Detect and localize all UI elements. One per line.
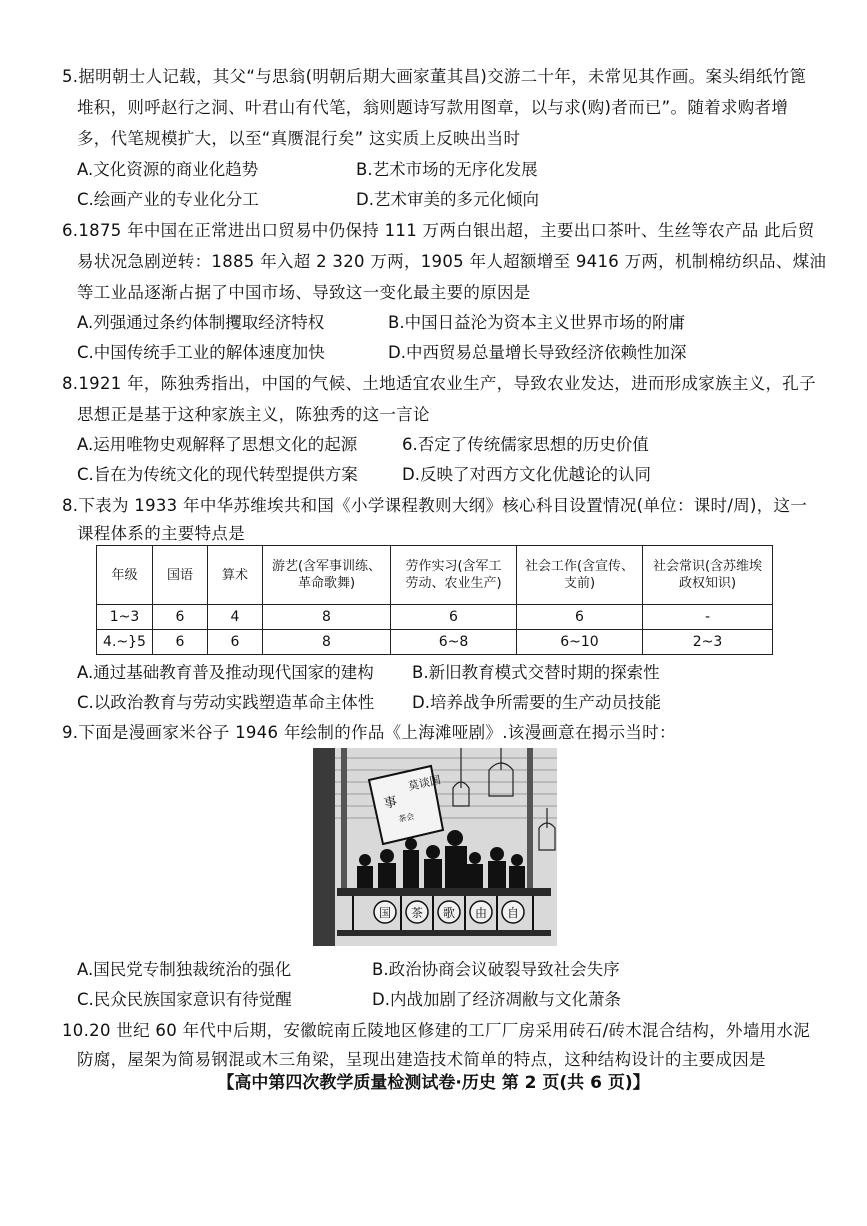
question-5-option-b: B.艺术市场的无序化发展 [356, 160, 538, 179]
question-6-option-d: D.中西贸易总量增长导致经济依赖性加深 [388, 343, 687, 362]
table-cell: 8 [263, 605, 391, 630]
table-cell: 6~8 [391, 630, 517, 655]
question-6-option-b: B.中国日益沦为资本主义世界市场的附庸 [388, 313, 686, 332]
question-5-stem-line: 5.据明朝士人记载，其父“与思翁(明朝后期大画家董其昌)交游二十年，未常见其作画。案头绢纸竹篦 [62, 67, 807, 86]
sign-text: 茶会 [397, 811, 416, 824]
question-10-stem-line: 防腐，屋架为简易钢混或木三角梁，呈现出建造技术简单的特点，这种结构设计的主要成因是 [77, 1050, 766, 1069]
table-header-cell: 国语 [153, 546, 208, 605]
question-8-stem-line: 8.下表为 1933 年中华苏维埃共和国《小学课程教则大纲》核心科目设置情况(单位：课时/周)，这一 [62, 496, 808, 515]
table-cell: 4.~}5 [97, 630, 153, 655]
question-8-stem-line: 课程体系的主要特点是 [77, 524, 245, 543]
table-row [97, 605, 773, 630]
page-footer: 【高中第四次教学质量检测试卷·历史 第 2 页(共 6 页)】 [217, 1073, 650, 1093]
question-9-option-c: C.民众民族国家意识有待觉醒 [77, 990, 292, 1009]
question-5-option-a: A.文化资源的商业化趋势 [77, 160, 259, 179]
table-cell: 1~3 [97, 605, 153, 630]
sign-text: 事 [382, 794, 399, 812]
question-6-stem-line: 等工业品逐渐占据了中国市场、导致这一变化最主要的原因是 [77, 283, 531, 302]
rail-character: 茶 [410, 906, 424, 920]
question-8-option-d: D.培养战争所需要的生产动员技能 [412, 693, 661, 712]
table-header-cell: 年级 [97, 546, 153, 605]
table-cell: - [643, 605, 773, 630]
question-5-option-d: D.艺术审美的多元化倾向 [356, 190, 539, 209]
table-header-cell: 劳作实习(含军工 劳动、农业生产) [391, 546, 517, 605]
question-7-stem-line: 思想正是基于这种家族主义，陈独秀的这一言论 [77, 405, 430, 424]
question-8-option-c: C.以政治教育与劳动实践塑造革命主体性 [77, 693, 375, 712]
question-9-option-d: D.内战加剧了经济凋敝与文化萧条 [372, 990, 621, 1009]
question-5-stem-line: 多，代笔规模扩大，以至“真赝混行矣” 这实质上反映出当时 [77, 129, 521, 148]
question-7-option-b: 6.否定了传统儒家思想的历史价值 [402, 435, 649, 454]
table-cell: 6~10 [517, 630, 643, 655]
question-6-option-a: A.列强通过条约体制攫取经济特权 [77, 313, 325, 332]
table-cell: 4 [208, 605, 263, 630]
rail-character: 由 [474, 906, 488, 920]
table-row [97, 630, 773, 655]
question-6-stem-line: 6.1875 年中国在正常进出口贸易中仍保持 111 万两白银出超，主要出口茶叶、生丝等农产品 此后贸 [62, 221, 815, 240]
curriculum-table [96, 545, 773, 655]
cartoon-image [313, 748, 557, 946]
question-7-stem-line: 8.1921 年，陈独秀指出，中国的气候、土地适宜农业生产，导致农业发达，进而形成家族主义，孔子 [62, 374, 816, 393]
table-cell: 6 [153, 630, 208, 655]
question-7-option-a: A.运用唯物史观解释了思想文化的起源 [77, 435, 358, 454]
question-8-option-a: A.通过基础教育普及推动现代国家的建构 [77, 663, 374, 682]
rail-character: 国 [378, 906, 392, 920]
table-cell: 8 [263, 630, 391, 655]
table-cell: 6 [153, 605, 208, 630]
rail-character: 歌 [442, 906, 456, 920]
table-header-cell: 算术 [208, 546, 263, 605]
question-7-option-d: D.反映了对西方文化优越论的认同 [402, 465, 651, 484]
table-cell: 6 [391, 605, 517, 630]
table-header-cell: 社会工作(含宣传、 支前) [517, 546, 643, 605]
table-cell: 2~3 [643, 630, 773, 655]
table-header-cell: 游艺(含军事训练、 革命歌舞) [263, 546, 391, 605]
table-header-row [97, 546, 773, 605]
question-6-stem-line: 易状况急剧逆转：1885 年入超 2 320 万两，1905 年人超额增至 9416 万两，机制棉纺织品、煤油 [77, 252, 827, 271]
table-header-cell: 社会常识(含苏维埃 政权知识) [643, 546, 773, 605]
rail-character: 自 [506, 906, 520, 920]
question-9-option-a: A.国民党专制独裁统治的强化 [77, 960, 292, 979]
question-6-option-c: C.中国传统手工业的解体速度加快 [77, 343, 325, 362]
sign-text: 莫谈国 [406, 773, 442, 793]
table-cell: 6 [208, 630, 263, 655]
question-10-stem-line: 10.20 世纪 60 年代中后期，安徽皖南丘陵地区修建的工厂厂房采用砖石/砖木混合结构，外墙用水泥 [62, 1021, 811, 1040]
question-5-stem-line: 堆积，则呼赵行之洞、叶君山有代笔，翁则题诗写款用图章，以与求(购)者而已”。随着求购者增 [77, 98, 789, 117]
table-cell: 6 [517, 605, 643, 630]
question-8-option-b: B.新旧教育模式交替时期的探索性 [412, 663, 660, 682]
question-9-stem-line: 9.下面是漫画家米谷子 1946 年绘制的作品《上海滩哑剧》.该漫画意在揭示当时： [62, 723, 676, 742]
question-7-option-c: C.旨在为传统文化的现代转型提供方案 [77, 465, 358, 484]
question-5-option-c: C.绘画产业的专业化分工 [77, 190, 259, 209]
question-9-option-b: B.政治协商会议破裂导致社会失序 [372, 960, 620, 979]
